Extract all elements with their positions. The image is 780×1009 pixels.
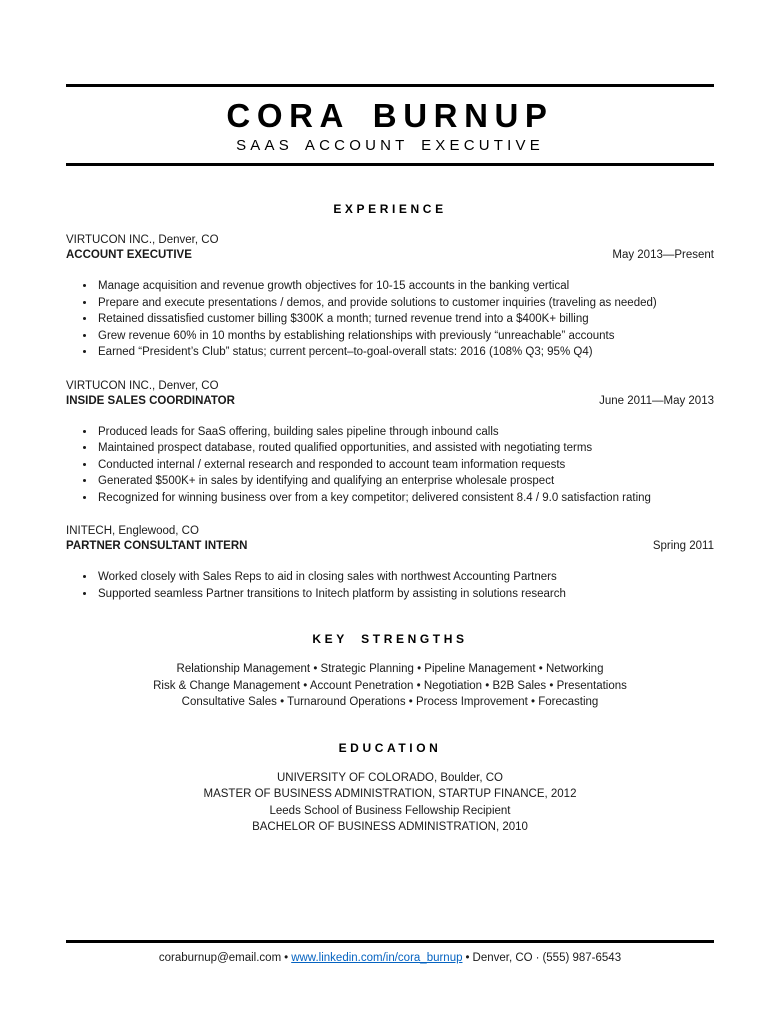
- bullet-item: • Conducted internal / external research and responded to account team information requests: [96, 457, 714, 474]
- strengths-line: Consultative Sales • Turnaround Operations • Process Improvement • Forecasting: [181, 696, 599, 708]
- key-strengths-lines: [66, 661, 714, 711]
- education-line: Leeds School of Business Fellowship Recipient: [269, 804, 511, 817]
- education-line: UNIVERSITY OF COLORADO, Boulder, CO: [276, 771, 503, 784]
- bullet-item: • Generated $500K+ in sales by identifying and qualifying an enterprise wholesale prospect: [96, 473, 714, 490]
- separator-dot: •: [465, 952, 470, 964]
- role-line: [66, 394, 714, 409]
- contact-line: [66, 951, 714, 966]
- job-entry-inside-sales-coordinator: [66, 379, 714, 507]
- bullet-item: • Maintained prospect database, routed qualified opportunities, and assisted with negotiating terms: [96, 440, 714, 457]
- bullet-item: • Supported seamless Partner transitions to Initech platform by assisting in solutions research: [96, 586, 714, 603]
- education-section: [66, 741, 714, 836]
- bullet-item: • Prepare and execute presentations / demos, and provide solutions to customer inquiries (traveling as needed): [96, 295, 714, 312]
- bullet-item: • Produced leads for SaaS offering, building sales pipeline through inbound calls: [96, 424, 714, 441]
- education-line: MASTER OF BUSINESS ADMINISTRATION, STARTUP FINANCE, 2012: [203, 788, 577, 800]
- bullet-item: • Grew revenue 60% in 10 months by establishing relationships with previously “unreachable” accounts: [96, 328, 714, 345]
- candidate-title: SAAS ACCOUNT EXECUTIVE: [236, 137, 544, 154]
- job-dates: May 2013—Present: [612, 249, 714, 261]
- job-entry-partner-consultant-intern: [66, 524, 714, 602]
- header-top-rule: [66, 84, 714, 87]
- bullet-item: • Manage acquisition and revenue growth objectives for 10-15 accounts in the banking vertical: [96, 278, 714, 295]
- footer-rule: [66, 940, 714, 943]
- separator-dot: •: [284, 952, 289, 964]
- strengths-line: Relationship Management • Strategic Planning • Pipeline Management • Networking: [176, 663, 604, 675]
- job-bullets: [66, 424, 714, 507]
- linkedin-link[interactable]: www.linkedin.com/in/cora_burnup: [291, 952, 463, 964]
- strengths-line: Risk & Change Management • Account Penetration • Negotiation • B2B Sales • Presentations: [153, 679, 627, 692]
- company-line: VIRTUCON INC., Denver, CO: [66, 234, 219, 246]
- header-bottom-rule: [66, 163, 714, 166]
- section-heading-key-strengths: KEY STRENGTHS: [312, 632, 468, 646]
- company-line: INITECH, Englewood, CO: [66, 525, 199, 537]
- education-lines: [66, 770, 714, 836]
- job-entry-account-executive: [66, 233, 714, 361]
- job-title: PARTNER CONSULTANT INTERN: [66, 540, 248, 552]
- job-dates: June 2011—May 2013: [599, 394, 714, 407]
- key-strengths-section: [66, 632, 714, 711]
- section-heading-experience: EXPERIENCE: [333, 202, 447, 216]
- role-line: [66, 539, 714, 554]
- job-bullets: [66, 569, 714, 602]
- email-text: coraburnup@email.com: [158, 952, 282, 964]
- footer: [66, 940, 714, 966]
- bullet-item: • Retained dissatisfied customer billing $300K a month; turned revenue trend into a $400K+ billing: [96, 311, 714, 328]
- education-line: BACHELOR OF BUSINESS ADMINISTRATION, 2010: [252, 821, 528, 833]
- bullet-item: • Earned “President’s Club” status; current percent–to-goal-overall stats: 2016 (108% Q3; 95% Q4): [96, 344, 714, 361]
- section-heading-education: EDUCATION: [338, 740, 442, 755]
- location-text: Denver, CO: [472, 952, 533, 964]
- separator-dot: ·: [535, 952, 540, 964]
- job-title: INSIDE SALES COORDINATOR: [66, 394, 235, 407]
- job-dates: Spring 2011: [652, 540, 714, 552]
- candidate-name: CORA BURNUP: [226, 97, 554, 134]
- experience-section: [66, 202, 714, 602]
- bullet-item: • Worked closely with Sales Reps to aid in closing sales with northwest Accounting Partners: [96, 569, 714, 586]
- phone-text: (555) 987-6543: [542, 952, 622, 964]
- job-bullets: [66, 278, 714, 361]
- company-line: VIRTUCON INC., Denver, CO: [66, 379, 219, 392]
- bullet-item: • Recognized for winning business over from a key competitor; delivered consistent 8.4 / 9.0 satisfaction rating: [96, 490, 714, 507]
- job-title: ACCOUNT EXECUTIVE: [66, 249, 192, 261]
- role-line: [66, 248, 714, 263]
